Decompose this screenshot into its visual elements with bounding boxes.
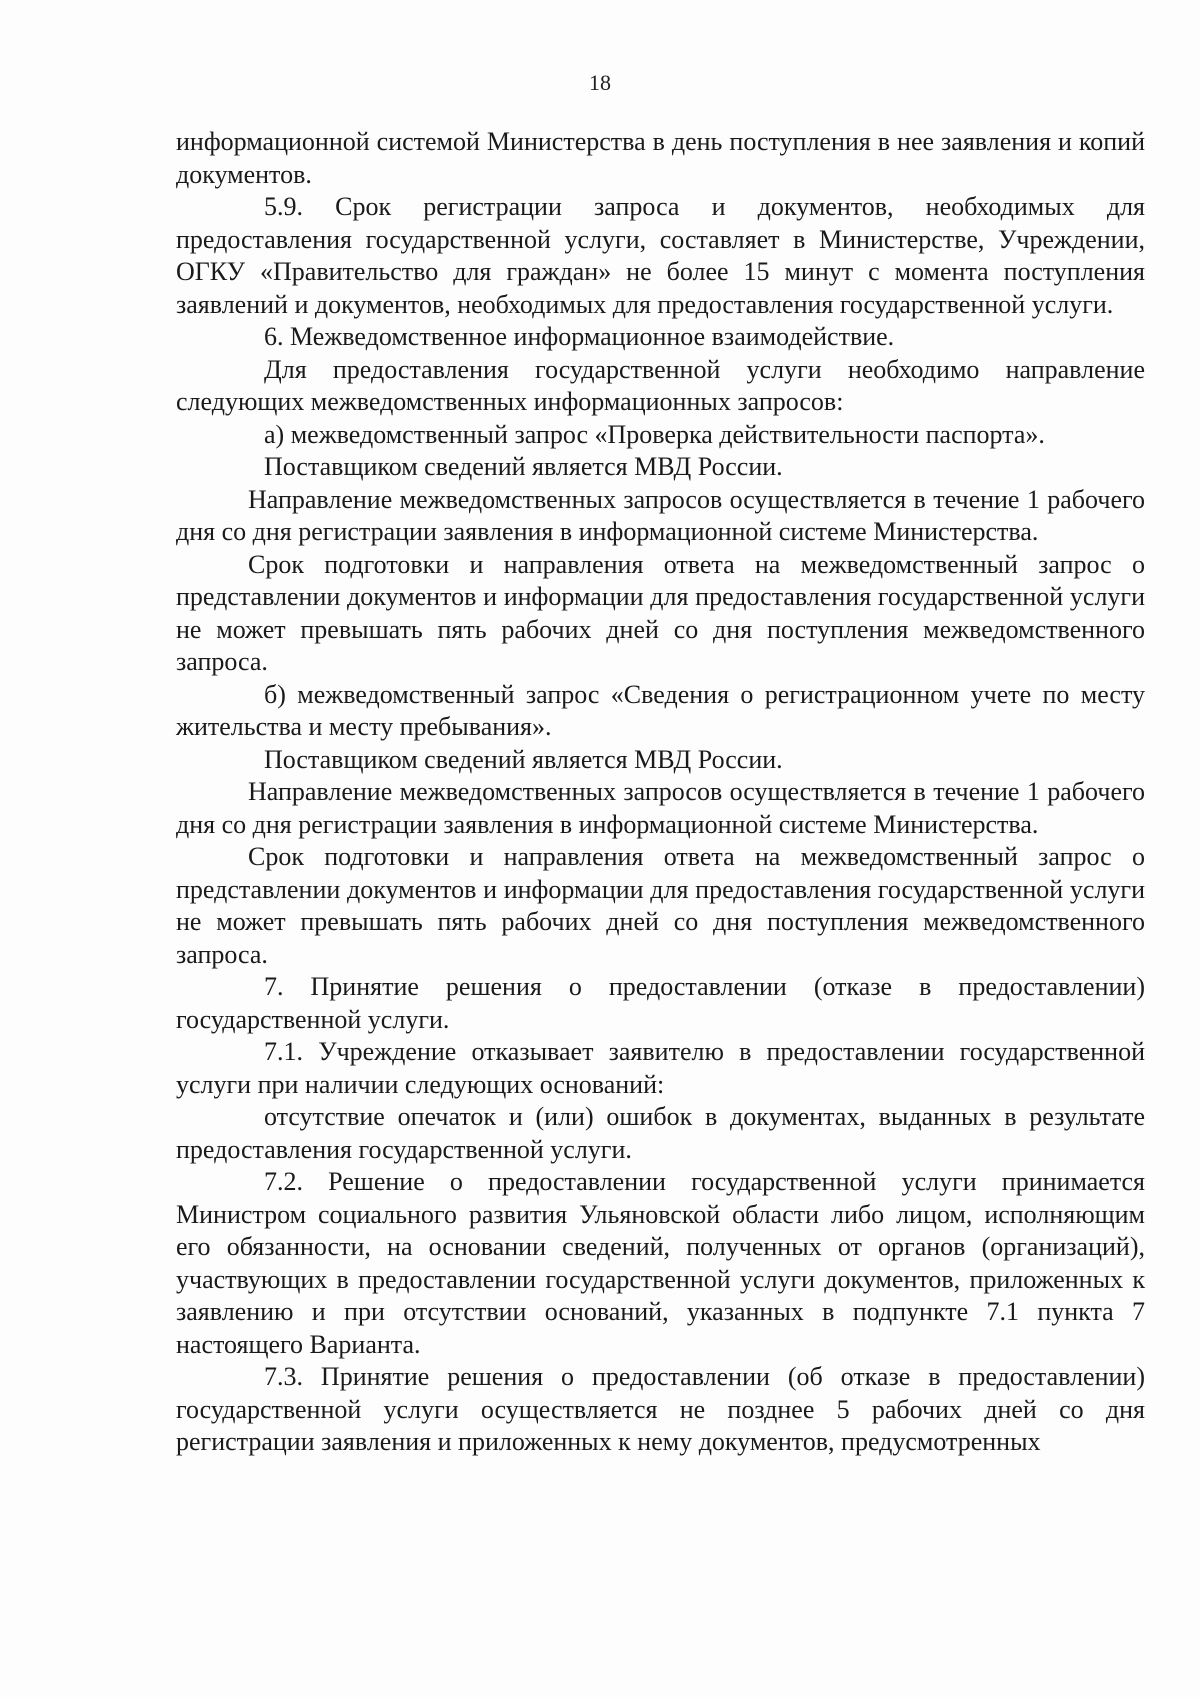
paragraph: 7.1. Учреждение отказывает заявителю в предоставлении государственной услуги при наличии следующих оснований: <box>176 1037 1145 1099</box>
section-heading: 7. Принятие решения о предоставлении (отказе в предоставлении) государственной услуги. <box>176 972 1145 1034</box>
paragraph: Направление межведомственных запросов осуществляется в течение 1 рабочего дня со дня регистрации заявления в информационной системе Министерства. <box>176 777 1145 839</box>
paragraph: Для предоставления государственной услуги необходимо направление следующих межведомственных информационных запросов: <box>176 354 1145 416</box>
paragraph: Направление межведомственных запросов осуществляется в течение 1 рабочего дня со дня регистрации заявления в информационной системе Министерства. <box>176 484 1145 546</box>
paragraph: 7.2. Решение о предоставлении государственной услуги принимается Министром социального развития Ульяновской области либо лицом, исполняющим его обязанности, на основании сведений, полученных от органов (организаций), участвующих в предоставлении государственной услуги документов, приложенных к заявлению и при отсутствии оснований, указанных в подпункте 7.1 пункта 7 настоящего Варианта. <box>176 1167 1145 1359</box>
paragraph: 5.9. Срок регистрации запроса и документов, необходимых для предоставления государственной услуги, составляет в Министерстве, Учреждении, ОГКУ «Правительство для граждан» не более 15 минут с момента поступления заявлений и документов, необходимых для предоставления государственной услуги. <box>176 192 1145 319</box>
paragraph: а) межведомственный запрос «Проверка действительности паспорта». <box>264 419 1045 449</box>
section-heading: 6. Межведомственное информационное взаимодействие. <box>264 322 895 351</box>
paragraph: отсутствие опечаток и (или) ошибок в документах, выданных в результате предоставления государственной услуги. <box>176 1102 1145 1164</box>
paragraph: Поставщиком сведений является МВД России. <box>264 744 783 774</box>
paragraph: Срок подготовки и направления ответа на межведомственный запрос о представлении документов и информации для предоставления государственной услуги не может превышать пять рабочих дней со дня поступления межведомственного запроса. <box>176 842 1145 969</box>
paragraph: 7.3. Принятие решения о предоставлении (об отказе в предоставлении) государственной услуги осуществляется не позднее 5 рабочих дней со дня регистрации заявления и приложенных к нему документов, предусмотренных <box>176 1362 1145 1456</box>
document-body <box>176 126 1145 1459</box>
paragraph: б) межведомственный запрос «Сведения о регистрационном учете по месту жительства и месту пребывания». <box>176 679 1145 741</box>
paragraph: информационной системой Министерства в день поступления в нее заявления и копий документов. <box>176 127 1145 189</box>
paragraph: Поставщиком сведений является МВД России. <box>264 452 783 481</box>
paragraph: Срок подготовки и направления ответа на межведомственный запрос о представлении документов и информации для предоставления государственной услуги не может превышать пять рабочих дней со дня поступления межведомственного запроса. <box>176 549 1145 676</box>
page-number: 18 <box>589 70 611 95</box>
